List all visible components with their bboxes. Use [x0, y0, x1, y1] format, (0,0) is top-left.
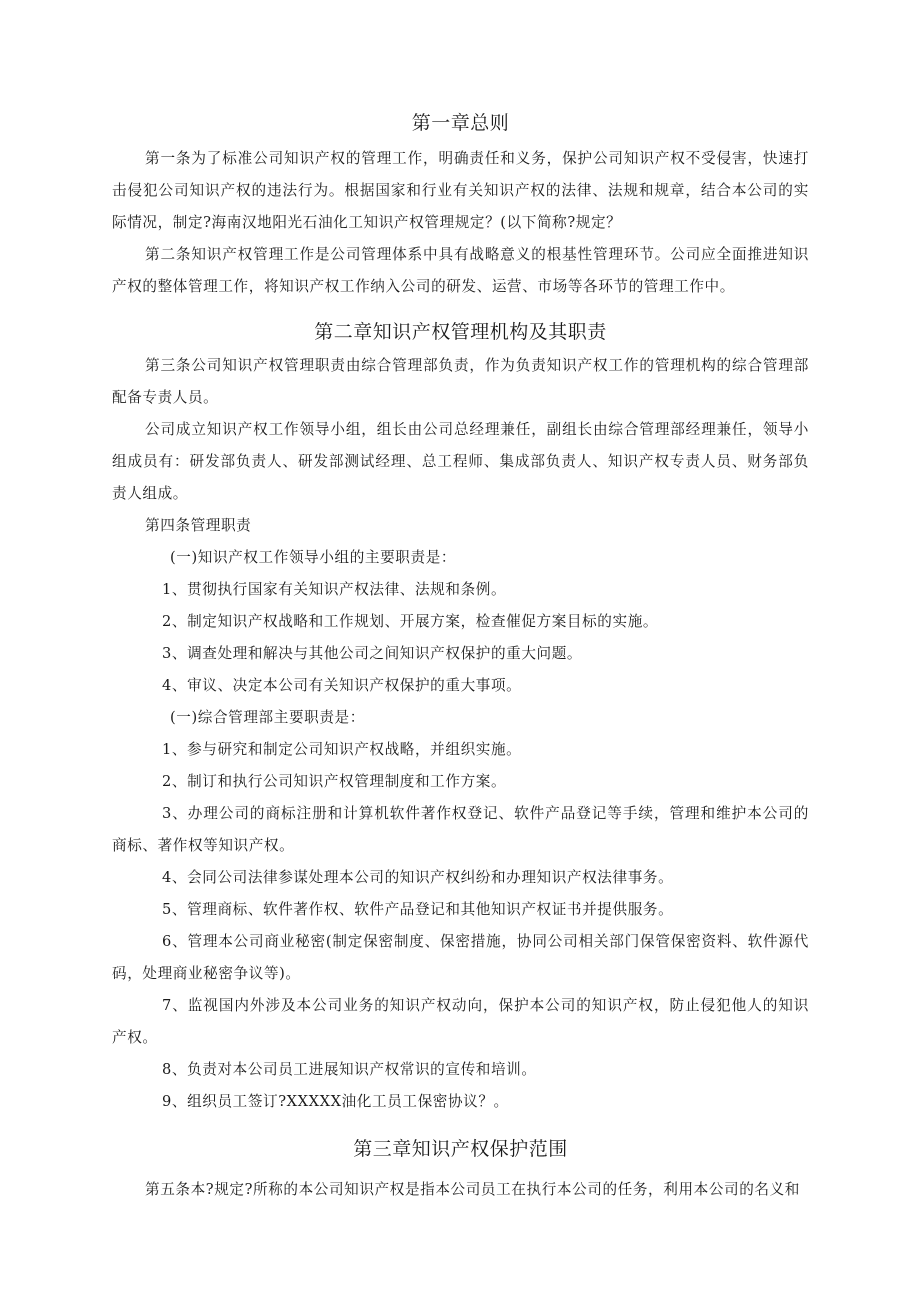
group-1-item: 1、贯彻执行国家有关知识产权法律、法规和条例。: [162, 581, 507, 598]
group-2-item: 5、管理商标、软件著作权、软件产品登记和其他知识产权证书并提供服务。: [162, 901, 674, 918]
chapter-2-body: [112, 350, 809, 1118]
article-2: 第二条知识产权管理工作是公司管理体系中具有战略意义的根基性管理环节。公司应全面推进知识产权的整体管理工作，将知识产权工作纳入公司的研发、运营、市场等各环节的管理工作中。: [112, 246, 809, 295]
article-4-heading: 第四条管理职责: [145, 517, 252, 534]
chapter-3-body: [112, 1174, 809, 1206]
group-2-item: 1、参与研究和制定公司知识产权战略，并组织实施。: [162, 741, 522, 758]
chapter-3-title: 第三章知识产权保护范围: [353, 1138, 568, 1160]
article-1: 第一条为了标准公司知识产权的管理工作，明确责任和义务，保护公司知识产权不受侵害，快速打击侵犯公司知识产权的违法行为。根据国家和行业有关知识产权的法律、法规和规章，结合本公司的实际情况，制定?海南汉地阳光石油化工知识产权管理规定？(以下简称?规定？: [112, 150, 809, 231]
group-1-item: 3、调查处理和解决与其他公司之间知识产权保护的重大问题。: [162, 645, 583, 662]
group-2-item: 9、组织员工签订?XXXXX油化工员工保密协议？。: [162, 1093, 509, 1110]
group-2-item: 2、制订和执行公司知识产权管理制度和工作方案。: [162, 773, 507, 790]
chapter-2-title: 第二章知识产权管理机构及其职责: [314, 321, 607, 343]
article-5: 第五条本?规定?所称的本公司知识产权是指本公司员工在执行本公司的任务，利用本公司的名义和: [145, 1181, 800, 1198]
chapter-1-body: [112, 143, 809, 303]
group-1-heading: (一)知识产权工作领导小组的主要职责是：: [170, 549, 457, 566]
group-2-item: 6、管理本公司商业秘密(制定保密制度、保密措施，协同公司相关部门保管保密资料、软件源代码，处理商业秘密争议等)。: [112, 933, 809, 982]
group-2-item: 4、会同公司法律参谋处理本公司的知识产权纠纷和办理知识产权法律事务。: [162, 869, 674, 886]
group-2-item: 8、负责对本公司员工进展知识产权常识的宣传和培训。: [162, 1061, 537, 1078]
group-1-item: 2、制定知识产权战略和工作规划、开展方案，检查催促方案目标的实施。: [162, 613, 659, 630]
group-2-item: 3、办理公司的商标注册和计算机软件著作权登记、软件产品登记等手续，管理和维护本公司的商标、著作权等知识产权。: [112, 805, 809, 854]
article-3: 第三条公司知识产权管理职责由综合管理部负责，作为负责知识产权工作的管理机构的综合管理部配备专责人员。: [112, 357, 809, 406]
group-2-item: 7、监视国内外涉及本公司业务的知识产权动向，保护本公司的知识产权，防止侵犯他人的知识产权。: [112, 997, 809, 1046]
group-2-heading: (一)综合管理部主要职责是：: [170, 709, 365, 726]
chapter-1-title: 第一章总则: [411, 112, 510, 134]
leadership-group-paragraph: 公司成立知识产权工作领导小组，组长由公司总经理兼任，副组长由综合管理部经理兼任，领导小组成员有：研发部负责人、研发部测试经理、总工程师、集成部负责人、知识产权专责人员、财务部负责人组成。: [112, 421, 809, 502]
group-1-item: 4、审议、决定本公司有关知识产权保护的重大事项。: [162, 677, 522, 694]
